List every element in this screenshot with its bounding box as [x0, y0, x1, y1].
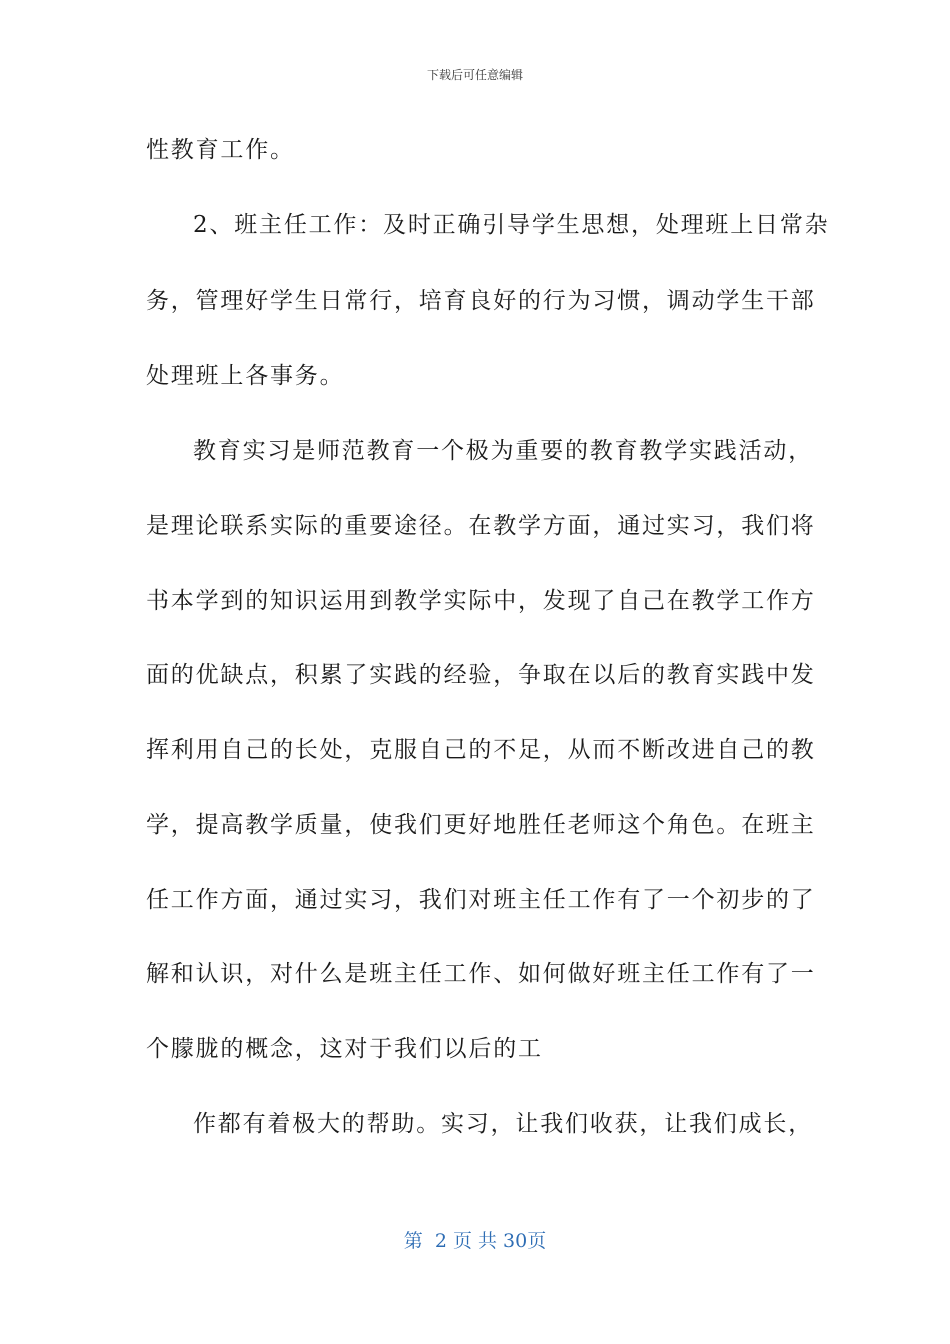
text-line-6: 是理论联系实际的重要途径。在教学方面，通过实习，我们将: [146, 513, 816, 539]
text-line-14: 作都有着极大的帮助。实习，让我们收获，让我们成长，: [193, 1111, 813, 1137]
text-line-11: 任工作方面，通过实习，我们对班主任工作有了一个初步的了: [146, 887, 816, 913]
text-line-9: 挥利用自己的长处，克服自己的不足，从而不断改进自己的教: [146, 737, 816, 763]
text-line-5: 教育实习是师范教育一个极为重要的教育教学实践活动，: [193, 438, 813, 464]
page-footer: 第 2 页 共 30页: [403, 1230, 547, 1252]
text-line-12: 解和认识，对什么是班主任工作、如何做好班主任工作有了一: [146, 961, 816, 987]
text-line-8: 面的优缺点，积累了实践的经验，争取在以后的教育实践中发: [146, 662, 816, 688]
text-line-2: 2、班主任工作：及时正确引导学生思想，处理班上日常杂: [193, 212, 830, 238]
text-line-7: 书本学到的知识运用到教学实际中，发现了自己在教学工作方: [146, 588, 816, 614]
page-header: 下载后可任意编辑: [426, 68, 523, 82]
text-line-10: 学，提高教学质量，使我们更好地胜任老师这个角色。在班主: [146, 812, 816, 838]
text-line-13: 个朦胧的概念，这对于我们以后的工: [146, 1036, 543, 1062]
text-line-4: 处理班上各事务。: [146, 363, 345, 389]
text-line-3: 务，管理好学生日常行，培育良好的行为习惯，调动学生干部: [146, 288, 816, 314]
text-line-1: 性教育工作。: [146, 137, 295, 163]
